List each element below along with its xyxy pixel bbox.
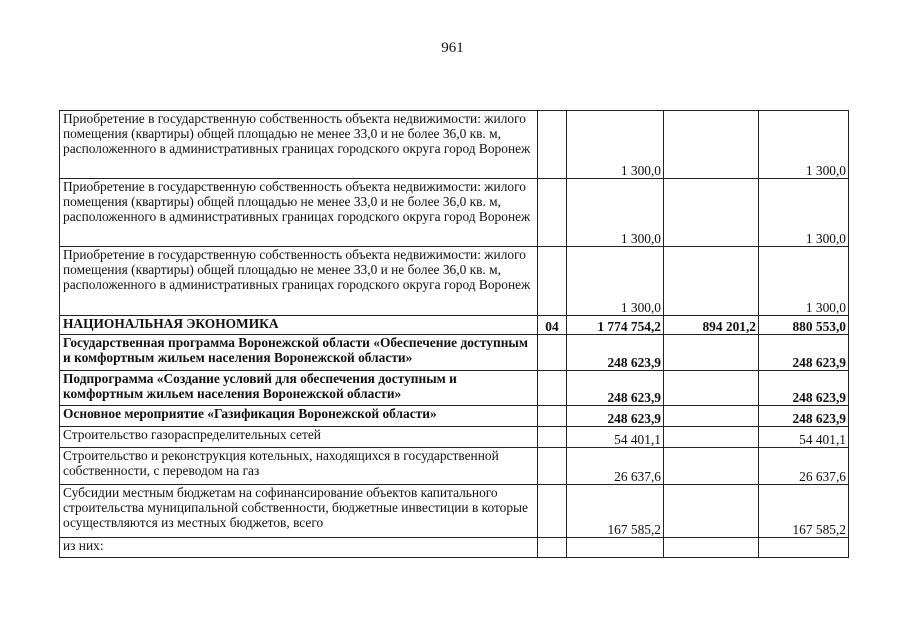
budget-table (59, 110, 849, 558)
row-col-a: 894 201,2 (664, 316, 759, 335)
row-code: 04 (538, 316, 567, 335)
table-row (60, 335, 849, 371)
row-code (538, 179, 567, 247)
row-total (567, 538, 664, 558)
row-code (538, 406, 567, 427)
row-col-b: 26 637,6 (759, 448, 849, 485)
row-col-a (664, 485, 759, 538)
row-col-a (664, 406, 759, 427)
row-col-b (759, 538, 849, 558)
row-col-a (664, 538, 759, 558)
row-col-b: 1 300,0 (759, 179, 849, 247)
row-name: Приобретение в государственную собственность объекта недвижимости: жилого помещения (квартиры) общей площадью не менее 33,0 и не более 36,0 кв. м, расположенного в административных границах городского округа город Воронеж (60, 247, 538, 316)
row-total: 248 623,9 (567, 406, 664, 427)
row-code (538, 485, 567, 538)
row-col-a (664, 111, 759, 179)
table-row (60, 247, 849, 316)
table-row (60, 406, 849, 427)
row-code (538, 335, 567, 371)
row-code (538, 247, 567, 316)
row-name: Подпрограмма «Создание условий для обеспечения доступным и комфортным жильем населения Воронежской области» (60, 371, 538, 406)
row-col-b: 1 300,0 (759, 111, 849, 179)
row-name: Государственная программа Воронежской области «Обеспечение доступным и комфортным жильем населения Воронежской области» (60, 335, 538, 371)
row-col-b: 167 585,2 (759, 485, 849, 538)
row-col-a (664, 427, 759, 448)
row-code (538, 427, 567, 448)
row-total: 248 623,9 (567, 371, 664, 406)
row-name: из них: (60, 538, 538, 558)
row-code (538, 448, 567, 485)
table-row (60, 371, 849, 406)
row-code (538, 538, 567, 558)
row-total: 1 300,0 (567, 247, 664, 316)
page-number: 961 (441, 40, 464, 56)
table-row (60, 179, 849, 247)
row-name: Строительство газораспределительных сетей (60, 427, 538, 448)
row-col-b: 880 553,0 (759, 316, 849, 335)
row-total: 54 401,1 (567, 427, 664, 448)
row-name: Приобретение в государственную собственность объекта недвижимости: жилого помещения (квартиры) общей площадью не менее 33,0 и не более 36,0 кв. м, расположенного в административных границах городского округа город Воронеж (60, 179, 538, 247)
row-name: Основное мероприятие «Газификация Воронежской области» (60, 406, 538, 427)
row-col-a (664, 179, 759, 247)
table-row (60, 538, 849, 558)
row-col-b: 248 623,9 (759, 335, 849, 371)
row-name: Субсидии местным бюджетам на софинансирование объектов капитального строительства муниципальной собственности, бюджетные инвестиции в которые осуществляются из местных бюджетов, всего (60, 485, 538, 538)
row-name: Строительство и реконструкция котельных, находящихся в государственной собственности, с переводом на газ (60, 448, 538, 485)
row-col-a (664, 247, 759, 316)
row-code (538, 371, 567, 406)
budget-table-body (60, 111, 849, 558)
table-row (60, 485, 849, 538)
row-col-b: 248 623,9 (759, 371, 849, 406)
table-row (60, 111, 849, 179)
table-row (60, 316, 849, 335)
row-total: 1 300,0 (567, 179, 664, 247)
row-name: Приобретение в государственную собственность объекта недвижимости: жилого помещения (квартиры) общей площадью не менее 33,0 и не более 36,0 кв. м, расположенного в административных границах городского округа город Воронеж (60, 111, 538, 179)
row-total: 26 637,6 (567, 448, 664, 485)
row-total: 1 774 754,2 (567, 316, 664, 335)
table-row (60, 448, 849, 485)
table-row (60, 427, 849, 448)
row-col-b: 248 623,9 (759, 406, 849, 427)
row-total: 167 585,2 (567, 485, 664, 538)
row-code (538, 111, 567, 179)
row-col-a (664, 335, 759, 371)
row-total: 248 623,9 (567, 335, 664, 371)
row-total: 1 300,0 (567, 111, 664, 179)
row-col-b: 54 401,1 (759, 427, 849, 448)
row-name: НАЦИОНАЛЬНАЯ ЭКОНОМИКА (60, 316, 538, 335)
row-col-b: 1 300,0 (759, 247, 849, 316)
row-col-a (664, 371, 759, 406)
row-col-a (664, 448, 759, 485)
